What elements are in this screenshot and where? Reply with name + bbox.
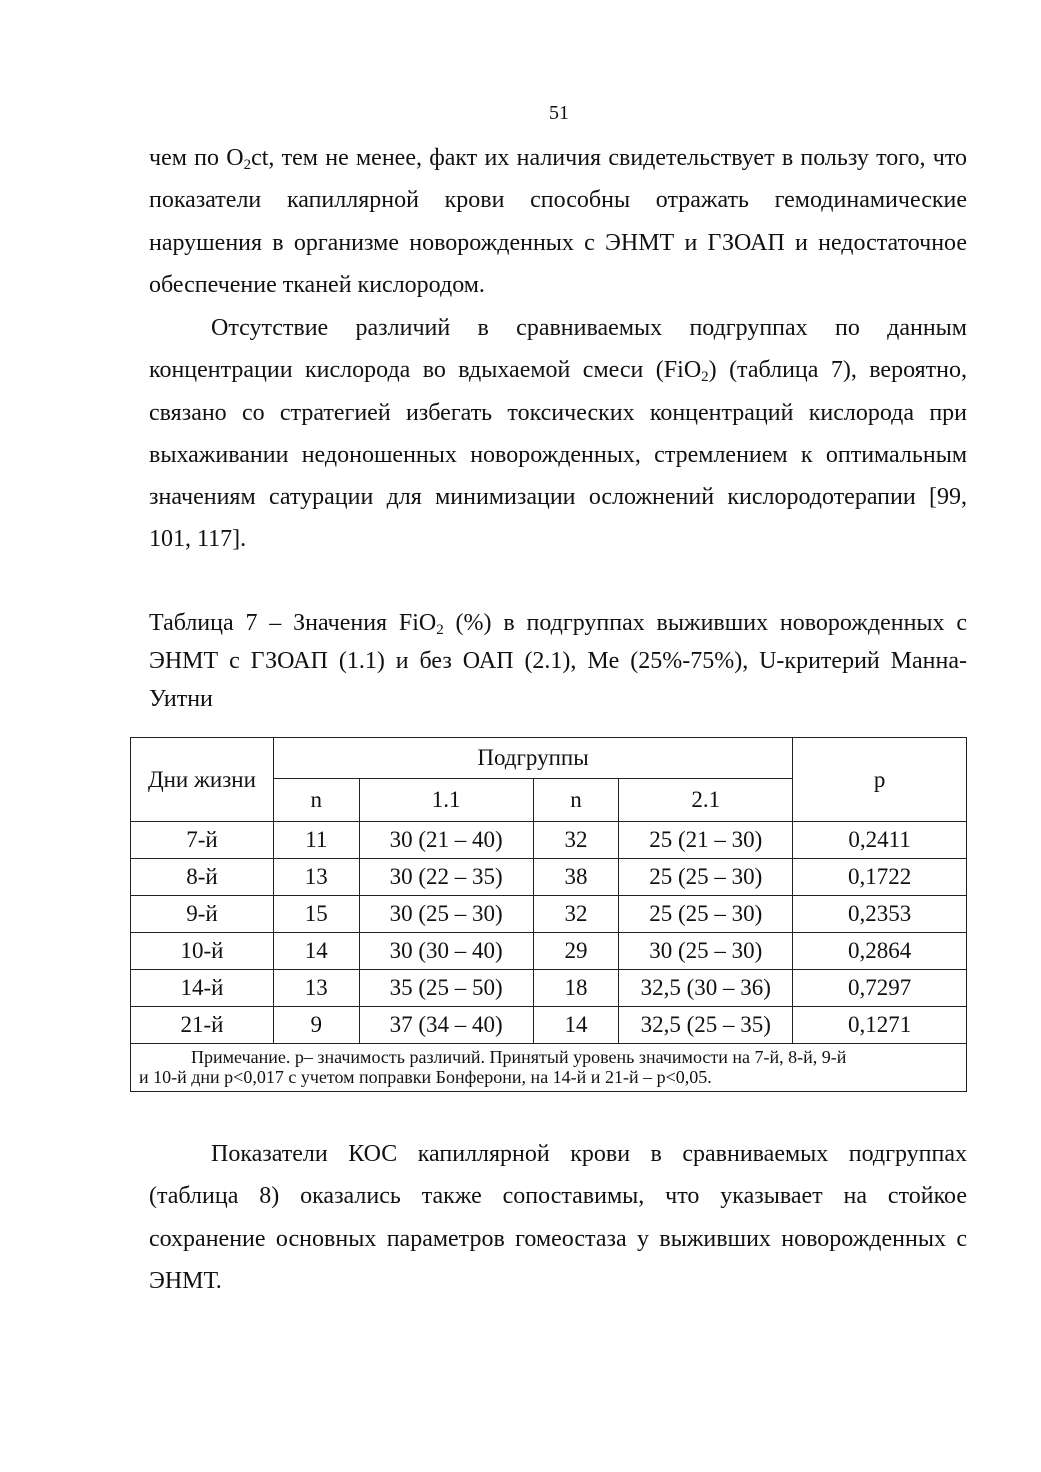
table-row: [131, 896, 967, 933]
cell-n-2: 29: [533, 933, 619, 970]
header-p: p: [793, 738, 967, 822]
cell-n-2: 32: [533, 822, 619, 859]
cell-day: 8-й: [131, 859, 274, 896]
cell-day: 7-й: [131, 822, 274, 859]
header-group-2-1: 2.1: [619, 779, 793, 822]
cell-group-2-1: 30 (25 – 30): [619, 933, 793, 970]
cell-group-1-1: 30 (21 – 40): [359, 822, 533, 859]
cell-n-2: 38: [533, 859, 619, 896]
cell-group-2-1: 25 (21 – 30): [619, 822, 793, 859]
paragraph-1-text-b: ct, тем не менее, факт их наличия свидетельствует в пользу того, что показатели капиллярной крови способны отражать гемодинамические нарушения в организме новорожденных с ЭНМТ и ГЗОАП и недостаточное обеспечение тканей кислородом.: [149, 145, 967, 298]
cell-group-1-1: 30 (30 – 40): [359, 933, 533, 970]
table-caption-text-a: Таблица 7 – Значения FiO: [149, 610, 437, 636]
fio2-table: [130, 737, 967, 1092]
paragraph-1-subscript: 2: [243, 157, 252, 173]
paragraph-2-text-a: Отсутствие различий в сравниваемых подгруппах по данным концентрации кислорода во вдыхаемой смеси (FiO: [149, 315, 967, 384]
table-row: [131, 933, 967, 970]
cell-p: 0,7297: [793, 970, 967, 1007]
header-subgroups: Подгруппы: [273, 738, 792, 779]
header-n-2: n: [533, 779, 619, 822]
paragraph-1: [149, 137, 967, 306]
cell-p: 0,2864: [793, 933, 967, 970]
cell-group-1-1: 35 (25 – 50): [359, 970, 533, 1007]
cell-p: 0,1271: [793, 1007, 967, 1044]
cell-group-2-1: 25 (25 – 30): [619, 859, 793, 896]
cell-n-2: 32: [533, 896, 619, 933]
cell-n-1: 15: [273, 896, 359, 933]
cell-group-1-1: 37 (34 – 40): [359, 1007, 533, 1044]
table-caption-subscript: 2: [436, 622, 444, 638]
cell-p: 0,2411: [793, 822, 967, 859]
paragraph-2-subscript: 2: [701, 369, 709, 386]
table-row: [131, 970, 967, 1007]
page-number: 51: [549, 102, 569, 124]
cell-n-1: 14: [273, 933, 359, 970]
paragraph-3: Показатели КОС капиллярной крови в сравниваемых подгруппах (таблица 8) оказались также сопоставимы, что указывает на стойкое сохранение основных параметров гомеостаза у выживших новорожденных с ЭНМТ.: [149, 1141, 967, 1294]
cell-n-1: 13: [273, 859, 359, 896]
table-note-row: [131, 1044, 967, 1092]
cell-n-1: 11: [273, 822, 359, 859]
cell-group-2-1: 32,5 (25 – 35): [619, 1007, 793, 1044]
table-note-line-1: Примечание. р– значимость различий. Принятый уровень значимости на 7-й, 8-й, 9-й: [191, 1047, 847, 1067]
cell-group-1-1: 30 (22 – 35): [359, 859, 533, 896]
cell-group-2-1: 32,5 (30 – 36): [619, 970, 793, 1007]
table-row: [131, 1007, 967, 1044]
table-note: [131, 1044, 967, 1092]
table-caption: [149, 604, 967, 718]
cell-n-2: 14: [533, 1007, 619, 1044]
cell-day: 10-й: [131, 933, 274, 970]
cell-day: 9-й: [131, 896, 274, 933]
table-header-row-1: [131, 738, 967, 779]
cell-day: 21-й: [131, 1007, 274, 1044]
table-row: [131, 822, 967, 859]
paragraph-2-text-b: ) (таблица 7), вероятно, связано со стратегией избегать токсических концентраций кислорода при выхаживании недоношенных новорожденных, стремлением к оптимальным значениям сатурации для минимизации осложнений кислородотерапии [99, 101, 117].: [149, 357, 967, 553]
cell-group-2-1: 25 (25 – 30): [619, 896, 793, 933]
cell-n-2: 18: [533, 970, 619, 1007]
cell-p: 0,1722: [793, 859, 967, 896]
table-caption-text-b: (%) в подгруппах выживших новорожденных с ЭНМТ с ГЗОАП (1.1) и без ОАП (2.1), Me (25%-75%), U-критерий Манна-Уитни: [149, 610, 968, 712]
cell-n-1: 13: [273, 970, 359, 1007]
cell-group-1-1: 30 (25 – 30): [359, 896, 533, 933]
table-row: [131, 859, 967, 896]
header-n-1: n: [273, 779, 359, 822]
paragraph-1-text-a: чем по O: [149, 145, 244, 171]
cell-n-1: 9: [273, 1007, 359, 1044]
header-group-1-1: 1.1: [359, 779, 533, 822]
paragraph-2: [149, 307, 967, 561]
table-note-line-2: и 10-й дни р<0,017 с учетом поправки Бонферони, на 14-й и 21-й – р<0,05.: [139, 1067, 712, 1087]
header-days-of-life: Дни жизни: [131, 738, 274, 822]
cell-p: 0,2353: [793, 896, 967, 933]
cell-day: 14-й: [131, 970, 274, 1007]
